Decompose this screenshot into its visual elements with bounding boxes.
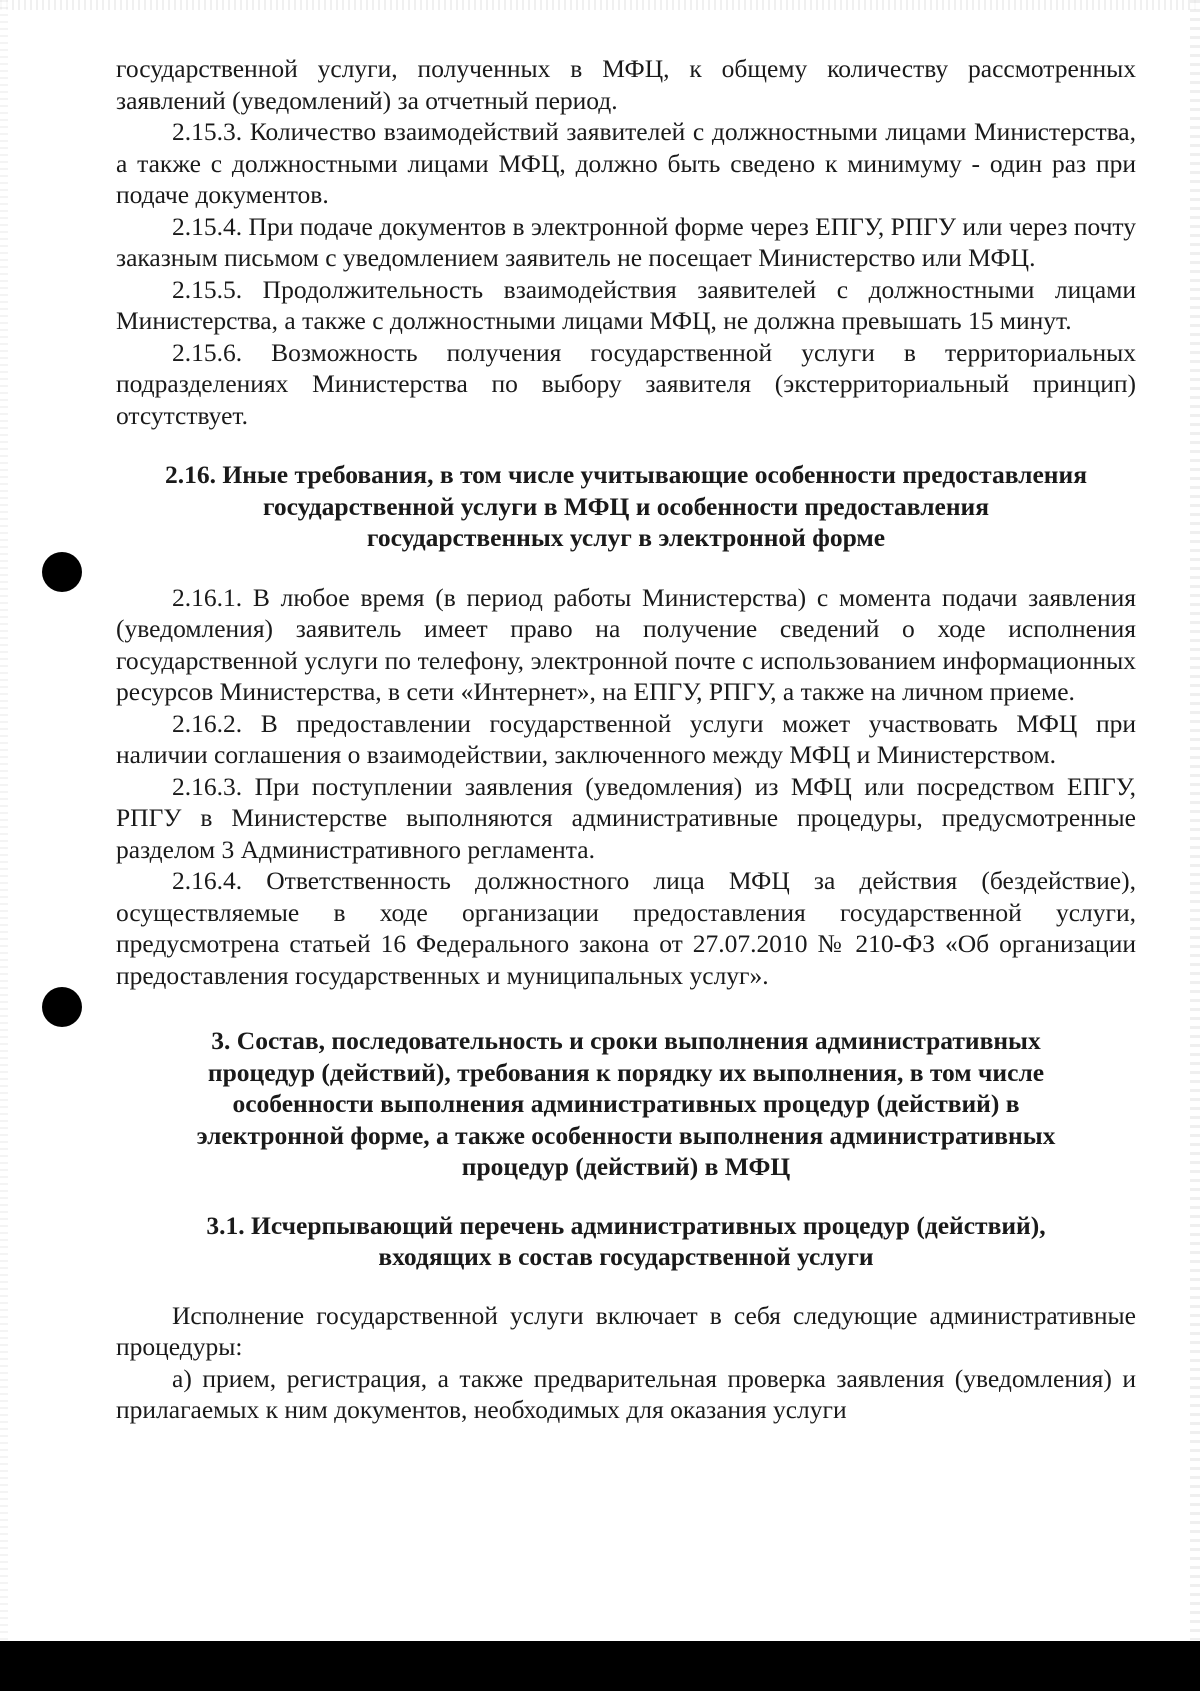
paragraph-continuation: государственной услуги, полученных в МФЦ, к общему количеству рассмотренных заявлений (уведомлений) за отчетный период. bbox=[116, 54, 1136, 115]
paragraph-2-16-4: 2.16.4. Ответственность должностного лица МФЦ за действия (бездействие), осуществляемые в ходе организации предоставления государственной услуги, предусмотрена статьей 16 Федерального закона от 27.07.2010 № 210-ФЗ «Об организации предоставления государственных и муниципальных услуг». bbox=[116, 866, 1136, 990]
scan-noise-left bbox=[0, 0, 8, 1640]
scan-noise-top bbox=[0, 0, 1200, 10]
document-body bbox=[116, 53, 1136, 1426]
heading-line: процедур (действий) в МФЦ bbox=[461, 1152, 791, 1181]
scan-bottom-border bbox=[0, 1641, 1200, 1691]
paragraph-2-15-3: 2.15.3. Количество взаимодействий заявителей с должностными лицами Министерства, а также с должностными лицами МФЦ, должно быть сведено к минимуму - один раз при подаче документов. bbox=[116, 117, 1136, 209]
paragraph-3-1-intro: Исполнение государственной услуги включает в себя следующие административные процедуры: bbox=[116, 1300, 1136, 1361]
paragraph-2-16-2: 2.16.2. В предоставлении государственной услуги может участвовать МФЦ при наличии соглашения о взаимодействии, заключенного между МФЦ и Министерством. bbox=[116, 708, 1136, 769]
heading-line: входящих в состав государственной услуги bbox=[378, 1242, 874, 1271]
punch-hole bbox=[42, 987, 82, 1027]
heading-line: 3.1. Исчерпывающий перечень административных процедур (действий), bbox=[206, 1210, 1046, 1240]
heading-line: 3. Состав, последовательность и сроки выполнения административных bbox=[211, 1026, 1041, 1055]
paragraph-2-16-3: 2.16.3. При поступлении заявления (уведомления) из МФЦ или посредством ЕПГУ, РПГУ в Министерстве выполняются административные процедуры, предусмотренные разделом 3 Административного регламента. bbox=[116, 771, 1136, 864]
heading-2-16 bbox=[116, 459, 1136, 554]
paragraph-2-16-1: 2.16.1. В любое время (в период работы Министерства) с момента подачи заявления (уведомления) заявитель имеет право на получение сведений о ходе исполнения государственной услуги по телефону, электронной почте с использованием информационных ресурсов Министерства, в сети «Интернет», на ЕПГУ, РПГУ, а также на личном приеме. bbox=[116, 582, 1136, 706]
heading-line: 2.16. Иные требования, в том числе учитывающие особенности предоставления bbox=[165, 460, 1087, 489]
paragraph-3-1-a: а) прием, регистрация, а также предварительная проверка заявления (уведомления) и прилагаемых к ним документов, необходимых для оказания услуги bbox=[116, 1363, 1136, 1424]
heading-line: особенности выполнения административных процедур (действий) в bbox=[232, 1089, 1020, 1118]
heading-line: электронной форме, а также особенности выполнения административных bbox=[196, 1120, 1056, 1150]
heading-line: государственных услуг в электронной форме bbox=[366, 523, 886, 552]
heading-line: процедур (действий), требования к порядку их выполнения, в том числе bbox=[207, 1057, 1045, 1087]
heading-line: государственной услуги в МФЦ и особенности предоставления bbox=[262, 491, 990, 521]
heading-3 bbox=[116, 1025, 1136, 1183]
punch-hole bbox=[42, 552, 82, 592]
paragraph-2-15-4: 2.15.4. При подаче документов в электронной форме через ЕПГУ, РПГУ или через почту заказным письмом с уведомлением заявитель не посещает Министерство или МФЦ. bbox=[116, 211, 1136, 272]
paragraph-2-15-5: 2.15.5. Продолжительность взаимодействия заявителей с должностными лицами Министерства, а также с должностными лицами МФЦ, не должна превышать 15 минут. bbox=[116, 274, 1136, 335]
scan-noise-right bbox=[1190, 0, 1200, 1640]
heading-3-1 bbox=[116, 1210, 1136, 1273]
paragraph-2-15-6: 2.15.6. Возможность получения государственной услуги в территориальных подразделениях Министерства по выбору заявителя (экстерриториальный принцип) отсутствует. bbox=[116, 337, 1136, 430]
